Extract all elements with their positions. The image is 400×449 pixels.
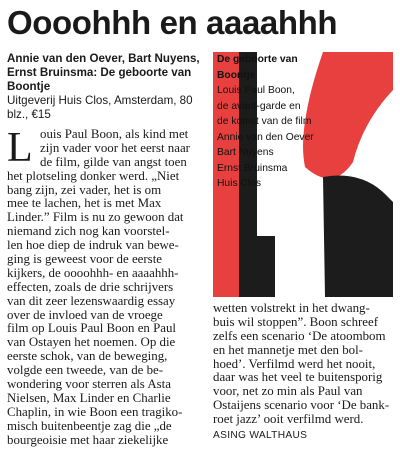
- article-column-2: [213, 302, 398, 427]
- cover-subtitle-line: Louis Paul Boon,: [217, 85, 295, 96]
- cover-title-line: De geboorte van: [217, 54, 298, 65]
- text-line: de film, gilde van angst toen: [40, 154, 187, 169]
- article-headline: Ooooh​hh en aaaahhh: [7, 4, 338, 41]
- text-line: ouis Paul Boon, als kind met: [40, 127, 189, 141]
- text-line: van dit zeer lezenswaardig essay: [7, 293, 176, 308]
- cover-black-block: [323, 176, 393, 297]
- book-line: Annie van den Oever, Bart Nuyens,: [7, 52, 200, 65]
- text-line: misch buitenbeentje zag die „de: [7, 418, 172, 433]
- book-cover: [213, 52, 393, 297]
- book-authors-title: [7, 52, 203, 94]
- cover-publisher: Huis Clos: [217, 178, 262, 189]
- text-line: Linder.” Film is nu zo gewoon dat: [7, 210, 184, 225]
- article-column-1: [7, 125, 205, 447]
- text-line: daar was het veel te buitensporig: [213, 370, 383, 385]
- text-line: het plotseling donker werd. „Niet: [7, 168, 180, 183]
- cover-author-line: Bart Nuyens: [217, 147, 274, 158]
- text-line: wondering voor sterren als Asta: [7, 377, 171, 392]
- text-line: mee te lachen, het is met Max: [7, 196, 162, 211]
- book-publisher: [7, 94, 203, 122]
- text-line: over de invloed van de vroege: [7, 307, 163, 322]
- cover-title-line: Boontje: [217, 69, 256, 81]
- text-line: wetten volstrekt in het dwang-: [213, 301, 370, 315]
- text-line: Nielsen, Max Linder en Charlie: [7, 390, 171, 405]
- text-line: volgde een tweede, van de be-: [7, 363, 164, 378]
- drop-cap: L: [7, 125, 33, 171]
- article-byline: ASING WALTHAUS: [213, 430, 308, 441]
- text-line: hoed’. Verfilmd werd het nooit,: [213, 356, 376, 371]
- text-line: van Ostayen het noemen. Op die: [7, 335, 176, 350]
- text-line: buis wil stoppen”. Boon schreef: [213, 314, 379, 329]
- cover-subtitle-line: de avant-garde en: [217, 100, 301, 112]
- text-line: roet jazz’ ooit verfilmd werd.: [213, 412, 364, 427]
- text-line: len hoe diep de indruk van bewe-: [7, 238, 179, 253]
- text-line: bourgeoisie met haar ziekelijke: [7, 432, 169, 447]
- text-line: kijkers, de oooohhh- en aaaahhh-: [7, 265, 179, 280]
- text-line: niemand zich nog kan voorstel-: [7, 224, 170, 239]
- cover-author-line: Ernst Bruinsma: [217, 162, 288, 174]
- publisher-line: Uitgeverij Huis Clos, Amsterdam, 80: [7, 93, 193, 107]
- book-details: [7, 52, 203, 121]
- text-line: effecten, zoals de drie schrijvers: [7, 279, 174, 294]
- text-line: Ostaijens scenario voor ‘De bank-: [213, 398, 390, 413]
- text-line: en het mannetje met den bol-: [213, 342, 363, 357]
- cover-author-line: Annie van den Oever: [217, 131, 314, 143]
- text-line: bang zijn, zei vader, het is om: [7, 182, 162, 197]
- text-line: zelfs een scenario ‘De atoombom: [213, 328, 386, 343]
- text-line: Chaplin, in wie Boon een tragiko-: [7, 404, 183, 419]
- cover-black-foot: [239, 236, 275, 297]
- book-line: Boontje: [7, 79, 51, 93]
- text-line: zijn vader voor het eerst naar: [40, 140, 190, 155]
- text-line: eerste schok, van de beweging,: [7, 349, 168, 364]
- text-line: ging is geweest voor de eerste: [7, 252, 162, 267]
- publisher-line: blz., €15: [7, 107, 51, 121]
- text-line: film op Louis Paul Boon en Paul: [7, 321, 177, 336]
- text-line: voor, net zo min als Paul van: [213, 384, 363, 399]
- book-line: Ernst Bruinsma: De geboorte van: [7, 65, 192, 79]
- cover-subtitle-line: de komst van de film: [217, 116, 312, 127]
- cover-text: [217, 52, 393, 192]
